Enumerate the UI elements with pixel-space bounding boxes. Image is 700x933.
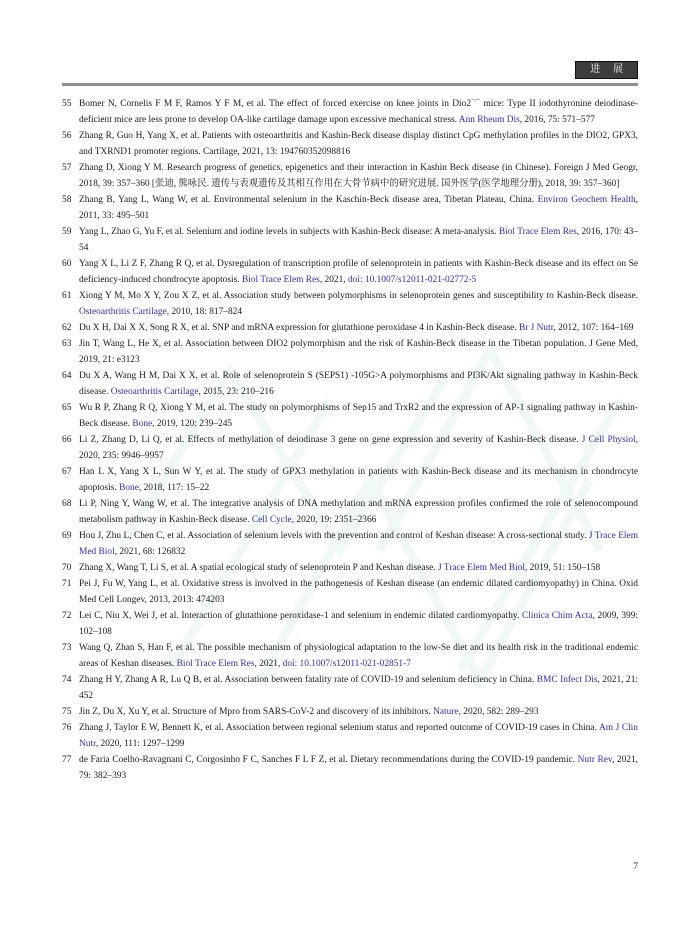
reference-number: 64 bbox=[62, 371, 72, 381]
reference-segment: , 2021, bbox=[254, 659, 283, 669]
reference-item bbox=[62, 720, 638, 752]
reference-segment: Li Z, Zhang D, Li Q, et al. Effects of methylation of deiodinase 3 gene on gene expression and severity of Kashin-Beck disease. bbox=[79, 435, 582, 445]
journal-link[interactable]: Osteoarthritis Cartilage bbox=[79, 307, 167, 317]
reference-segment: , 2020, 235: 9946–9957 bbox=[79, 435, 638, 461]
reference-number: 67 bbox=[62, 467, 72, 477]
reference-segment: , 2021, bbox=[319, 275, 348, 285]
reference-number: 76 bbox=[62, 723, 72, 733]
reference-number: 75 bbox=[62, 707, 72, 717]
reference-segment: Du X A, Wang H M, Dai X X, et al. Role of selenoprotein S (SEPS1) -105G>A polymorphisms and PI3K/Akt signaling pathway in Kashin-Beck disease. bbox=[79, 371, 638, 397]
reference-segment: de Faria Coelho-Ravagnani C, Corgosinho F C, Sanches F L F Z, et al. Dietary recommendations during the COVID-19 pandemic. bbox=[79, 755, 578, 765]
reference-item bbox=[62, 160, 638, 192]
reference-text bbox=[79, 752, 638, 784]
reference-segment: Han L X, Yang X L, Sun W Y, et al. The study of GPX3 methylation in patients with Kashin-Beck disease and its mechanism in chondrocyte apoptosis. bbox=[79, 467, 638, 493]
reference-segment: , 2009, 399: 102–108 bbox=[79, 611, 639, 637]
reference-number: 69 bbox=[62, 531, 72, 541]
reference-segment: Yang L, Zhao G, Yu F, et al. Selenium and iodine levels in subjects with Kashin-Beck disease: A meta-analysis. bbox=[79, 227, 499, 237]
reference-segment: , 2020, 111: 1297–1299 bbox=[95, 739, 185, 749]
reference-segment: Zhang J, Taylor E W, Bennett K, et al. Association between regional selenium status and reported outcome of COVID-19 cases in China. bbox=[79, 723, 599, 733]
reference-number: 59 bbox=[62, 227, 72, 237]
reference-segment: , 2011, 33: 495–501 bbox=[79, 195, 638, 221]
reference-segment: , 2010, 18: 817–824 bbox=[166, 307, 243, 317]
reference-segment: Wang Q, Zhan S, Han F, et al. The possible mechanism of physiological adaptation to the low-Se diet and its health risk in the traditional endemic areas of Keshan diseases. bbox=[79, 643, 638, 669]
reference-text bbox=[79, 128, 638, 160]
reference-segment: Yang X L, Li Z F, Zhang R Q, et al. Dysregulation of transcription profile of selenoprotein in patients with Kashin-Beck disease and its effect on Se deficiency-induced chondrocyte apoptosis. bbox=[79, 259, 638, 285]
header-rule bbox=[62, 83, 638, 86]
reference-number: 66 bbox=[62, 435, 72, 445]
journal-link[interactable]: Nutr Rev bbox=[577, 755, 612, 765]
reference-item bbox=[62, 96, 638, 128]
reference-segment: , 2016, 75: 571–577 bbox=[519, 115, 595, 125]
reference-segment: , 2021, 21: 452 bbox=[79, 675, 638, 701]
section-header-tag: 进 展 bbox=[575, 61, 638, 79]
reference-number: 65 bbox=[62, 403, 72, 413]
reference-item bbox=[62, 224, 638, 256]
journal-link[interactable]: J Trace Elem Med Biol bbox=[79, 531, 638, 557]
reference-segment: Jin Z, Du X, Xu Y, et al. Structure of Mpro from SARS-CoV-2 and discovery of its inhibitors. bbox=[79, 707, 434, 717]
reference-segment: , 2021, 68: 126832 bbox=[114, 547, 186, 557]
reference-item bbox=[62, 576, 638, 608]
reference-number: 68 bbox=[62, 499, 72, 509]
reference-item bbox=[62, 432, 638, 464]
reference-item bbox=[62, 560, 638, 576]
reference-text bbox=[79, 336, 638, 368]
reference-item bbox=[62, 464, 638, 496]
reference-text bbox=[79, 192, 638, 224]
reference-segment: Pei J, Fu W, Yang L, et al. Oxidative stress is involved in the pathogenesis of Keshan disease (an endemic dilated cardiomyopathy) in China. Oxid Med Cell Longev, 2013, 2013: 474203 bbox=[79, 579, 638, 605]
reference-text bbox=[79, 432, 638, 464]
reference-text bbox=[79, 224, 638, 256]
reference-number: 72 bbox=[62, 611, 72, 621]
reference-item bbox=[62, 752, 638, 784]
reference-item bbox=[62, 288, 638, 320]
journal-link[interactable]: Bone bbox=[119, 483, 139, 493]
reference-segment: , 2012, 107: 164–169 bbox=[553, 323, 634, 333]
journal-link[interactable]: Ann Rheum Dis bbox=[458, 115, 520, 125]
reference-item bbox=[62, 256, 638, 288]
reference-text bbox=[79, 160, 638, 192]
reference-text bbox=[79, 400, 638, 432]
reference-segment: Wu R P, Zhang R Q, Xiong Y M, et al. The study on polymorphisms of Sep15 and TrxR2 and the expression of AP-1 signaling pathway in Kashin-Beck disease. bbox=[79, 403, 638, 429]
reference-number: 77 bbox=[62, 755, 72, 765]
reference-text bbox=[79, 96, 638, 128]
journal-link[interactable]: Bone bbox=[132, 419, 153, 429]
reference-number: 57 bbox=[62, 163, 72, 173]
reference-text bbox=[79, 640, 638, 672]
reference-text bbox=[79, 704, 638, 720]
reference-number: 58 bbox=[62, 195, 72, 205]
reference-text bbox=[79, 528, 638, 560]
journal-link[interactable]: Cell Cycle bbox=[251, 515, 292, 525]
reference-number: 62 bbox=[62, 323, 72, 333]
journal-link[interactable]: Biol Trace Elem Res bbox=[498, 227, 577, 237]
page-number: 7 bbox=[633, 862, 638, 872]
journal-link[interactable]: Environ Geochem Health bbox=[537, 195, 636, 205]
reference-item bbox=[62, 528, 638, 560]
journal-link[interactable]: Br J Nutr bbox=[518, 323, 554, 333]
journal-link[interactable]: J Cell Physiol bbox=[581, 435, 636, 445]
reference-text bbox=[79, 368, 638, 400]
reference-number: 56 bbox=[62, 131, 72, 141]
reference-list bbox=[62, 96, 638, 784]
reference-text bbox=[79, 496, 638, 528]
reference-segment: Hou J, Zhu L, Chen C, et al. Association of selenium levels with the prevention and control of Keshan disease: A cross-sectional study. bbox=[79, 531, 589, 541]
reference-item bbox=[62, 672, 638, 704]
reference-text bbox=[79, 720, 638, 752]
reference-segment: Bomer N, Cornelis F M F, Ramos Y F M, et al. The effect of forced exercise on knee joints in Dio2 bbox=[79, 99, 472, 109]
reference-segment: , 2015, 23: 210–216 bbox=[198, 387, 274, 397]
reference-item bbox=[62, 704, 638, 720]
reference-number: 60 bbox=[62, 259, 72, 269]
journal-link[interactable]: Am J Clin Nutr bbox=[79, 723, 638, 749]
reference-segment: Zhang D, Xiong Y M. Research progress of genetics, epigenetics and their interaction in Kashin Beck disease (in Chinese). Foreign J Med Geogr, 2018, 39: 357–360 [张迪, 熊咏民. 遗传与表观遗传及其相互作用在大骨节病中的研究进展. 国外医学(医学地理分册), 2018, 39: 357–360] bbox=[79, 163, 638, 189]
reference-item bbox=[62, 192, 638, 224]
reference-text bbox=[79, 576, 638, 608]
reference-number: 74 bbox=[62, 675, 72, 685]
reference-segment: Jin T, Wang L, He X, et al. Association between DIO2 polymorphism and the risk of Kashin-Beck disease in the Tibetan population. J Gene Med, 2019, 21: e3123 bbox=[79, 339, 638, 365]
reference-item bbox=[62, 336, 638, 368]
reference-text bbox=[79, 320, 638, 336]
reference-number: 71 bbox=[62, 579, 72, 589]
reference-segment: , 2019, 51: 150–158 bbox=[524, 563, 601, 573]
journal-link[interactable]: Nature bbox=[433, 707, 459, 717]
reference-segment: Du X H, Dai X X, Song R X, et al. SNP and mRNA expression for glutathione peroxidase 4 in Kashin-Beck disease. bbox=[79, 323, 519, 333]
reference-item bbox=[62, 640, 638, 672]
reference-segment: Xiong Y M, Mo X Y, Zou X Z, et al. Association study between polymorphisms in selenoprotein genes and susceptibility to Kashin-Beck disease. bbox=[79, 291, 638, 301]
journal-link[interactable]: J Trace Elem Med Biol bbox=[437, 563, 525, 573]
reference-segment: mice: Type II iodothyronine deiodinase-deficient mice are less prone to develop OA-like cartilage damage upon excessive mechanical stress. bbox=[79, 99, 638, 125]
reference-text bbox=[79, 464, 638, 496]
reference-segment: , 2018, 117: 15–22 bbox=[138, 483, 210, 493]
reference-number: 70 bbox=[62, 563, 72, 573]
journal-link[interactable]: doi: 10.1007/s12011-021-02851-7 bbox=[282, 659, 411, 669]
reference-item bbox=[62, 320, 638, 336]
reference-number: 73 bbox=[62, 643, 72, 653]
reference-item bbox=[62, 400, 638, 432]
reference-segment: , 2021, 79: 382–393 bbox=[79, 755, 638, 781]
journal-link[interactable]: BMC Infect Dis bbox=[536, 675, 598, 685]
reference-item bbox=[62, 368, 638, 400]
journal-link[interactable]: Biol Trace Elem Res bbox=[241, 275, 320, 285]
reference-segment: Li P, Ning Y, Wang W, et al. The integrative analysis of DNA methylation and mRNA expression profiles confirmed the role of selenocompound metabolism pathway in Kashin-Beck disease. bbox=[79, 499, 638, 525]
reference-segment: , 2016, 170: 43–54 bbox=[79, 227, 639, 253]
reference-text bbox=[79, 256, 638, 288]
reference-segment: Lei C, Niu X, Wei J, et al. Interaction of glutathione peroxidase-1 and selenium in endemic dilated cardiomyopathy. bbox=[79, 611, 522, 621]
reference-segment: , 2020, 19: 2351–2366 bbox=[291, 515, 377, 525]
reference-number: 63 bbox=[62, 339, 72, 349]
reference-item bbox=[62, 128, 638, 160]
reference-segment: Zhang H Y, Zhang A R, Lu Q B, et al. Association between fatality rate of COVID-19 and selenium deficiency in China. bbox=[79, 675, 537, 685]
reference-segment: −/− bbox=[471, 96, 481, 104]
reference-segment: Zhang R, Guo H, Yang X, et al. Patients with osteoarthritis and Kashin-Beck disease display distinct CpG methylation profiles in the DIO2, GPX3, and TXRND1 promoter regions. Cartilage, 2021, 13: 194760352098816 bbox=[79, 131, 638, 157]
reference-text bbox=[79, 288, 638, 320]
reference-segment: Zhang B, Yang L, Wang W, et al. Environmental selenium in the Kaschin-Beck disease area, Tibetan Plateau, China. bbox=[79, 195, 538, 205]
reference-number: 61 bbox=[62, 291, 72, 301]
journal-link[interactable]: Osteoarthritis Cartilage bbox=[110, 387, 199, 397]
reference-segment: , 2019, 120: 239–245 bbox=[152, 419, 233, 429]
journal-link[interactable]: Clinica Chim Acta bbox=[522, 611, 593, 621]
journal-link[interactable]: Biol Trace Elem Res bbox=[176, 659, 255, 669]
reference-segment: Zhang X, Wang T, Li S, et al. A spatial ecological study of selenoprotein P and Keshan disease. bbox=[79, 563, 438, 573]
reference-item bbox=[62, 496, 638, 528]
reference-text bbox=[79, 608, 638, 640]
reference-segment: , 2020, 582: 289–293 bbox=[458, 707, 539, 717]
journal-link[interactable]: doi: 10.1007/s12011-021-02772-5 bbox=[347, 275, 477, 285]
reference-item bbox=[62, 608, 638, 640]
reference-number: 55 bbox=[62, 99, 72, 109]
reference-text bbox=[79, 560, 638, 576]
reference-text bbox=[79, 672, 638, 704]
